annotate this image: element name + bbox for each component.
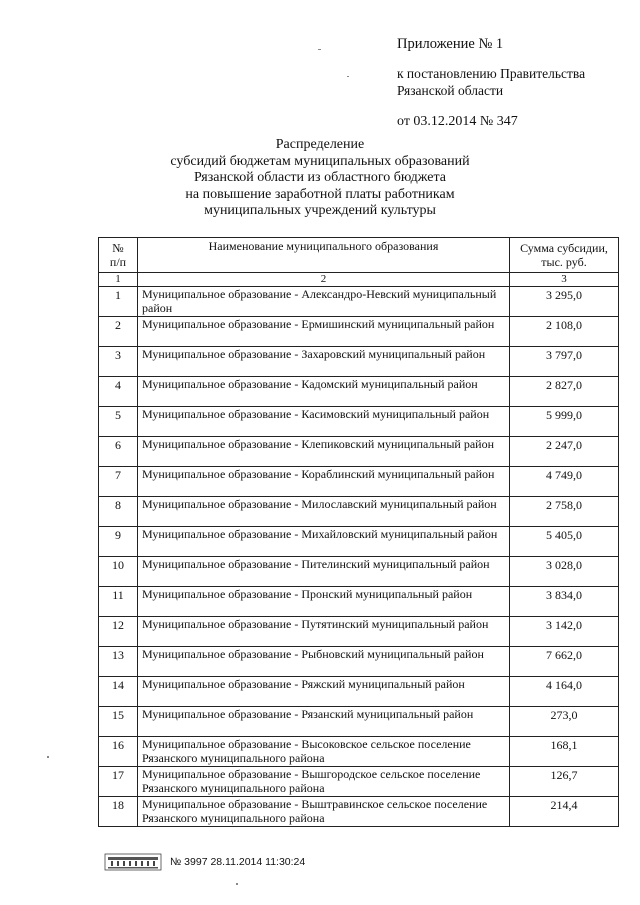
- row-municipality-name: Муниципальное образование - Пителинский муниципальный район: [138, 557, 510, 587]
- table-row: [99, 407, 619, 437]
- table-row: [99, 617, 619, 647]
- appendix-line-2: Рязанской области: [397, 83, 504, 98]
- scan-speck: [318, 49, 321, 50]
- row-subsidy-amount: 126,7: [510, 767, 619, 797]
- scan-speck: [347, 76, 349, 77]
- header-text: тыс. руб.: [541, 255, 587, 269]
- row-municipality-name: Муниципальное образование - Пронский муниципальный район: [138, 587, 510, 617]
- scan-speck: [47, 756, 49, 758]
- row-municipality-name: Муниципальное образование - Кораблинский муниципальный район: [138, 467, 510, 497]
- column-header-name: Наименование муниципального образования: [138, 238, 510, 273]
- table-row: [99, 557, 619, 587]
- table-row: [99, 287, 619, 317]
- table-row: [99, 497, 619, 527]
- government-building-icon: [104, 853, 162, 871]
- header-text: п/п: [109, 255, 127, 269]
- row-number: 1: [99, 287, 138, 317]
- row-subsidy-amount: 273,0: [510, 707, 619, 737]
- row-number: 3: [99, 347, 138, 377]
- row-subsidy-amount: 3 295,0: [510, 287, 619, 317]
- row-municipality-name: Муниципальное образование - Высоковское сельское поселение Рязанского муниципального района: [138, 737, 510, 767]
- row-subsidy-amount: 214,4: [510, 797, 619, 827]
- row-municipality-name: Муниципальное образование - Рязанский муниципальный район: [138, 707, 510, 737]
- appendix-block: [397, 36, 627, 130]
- row-municipality-name: Муниципальное образование - Клепиковский муниципальный район: [138, 437, 510, 467]
- column-index-row: [99, 273, 619, 287]
- column-index: 1: [99, 273, 138, 287]
- row-subsidy-amount: 3 142,0: [510, 617, 619, 647]
- row-number: 17: [99, 767, 138, 797]
- table-row: [99, 347, 619, 377]
- document-heading: [150, 137, 490, 220]
- appendix-title: Приложение № 1: [397, 36, 504, 52]
- row-subsidy-amount: 3 834,0: [510, 587, 619, 617]
- row-municipality-name: Муниципальное образование - Милославский муниципальный район: [138, 497, 510, 527]
- row-subsidy-amount: 5 999,0: [510, 407, 619, 437]
- heading-line: Рязанской области из областного бюджета: [194, 170, 446, 185]
- table-header-row: [99, 238, 619, 273]
- row-number: 11: [99, 587, 138, 617]
- column-header-amount: [510, 238, 619, 273]
- row-subsidy-amount: 2 108,0: [510, 317, 619, 347]
- row-municipality-name: Муниципальное образование - Ряжский муниципальный район: [138, 677, 510, 707]
- column-index: 2: [138, 273, 510, 287]
- row-subsidy-amount: 2 827,0: [510, 377, 619, 407]
- heading-line: на повышение заработной платы работникам: [185, 186, 455, 202]
- appendix-line-1: к постановлению Правительства: [397, 66, 586, 81]
- table-row: [99, 317, 619, 347]
- table-row: [99, 467, 619, 497]
- row-number: 5: [99, 407, 138, 437]
- row-municipality-name: Муниципальное образование - Александро-Невский муниципальный район: [138, 287, 510, 317]
- table-row: [99, 677, 619, 707]
- row-subsidy-amount: 3 797,0: [510, 347, 619, 377]
- row-municipality-name: Муниципальное образование - Кадомский муниципальный район: [138, 377, 510, 407]
- row-municipality-name: Муниципальное образование - Путятинский муниципальный район: [138, 617, 510, 647]
- heading-line: муниципальных учреждений культуры: [204, 203, 436, 218]
- row-number: 14: [99, 677, 138, 707]
- table-row: [99, 377, 619, 407]
- row-municipality-name: Муниципальное образование - Вышгородское сельское поселение Рязанского муниципального района: [138, 767, 510, 797]
- table-row: [99, 647, 619, 677]
- subsidy-table: [98, 237, 619, 827]
- row-number: 10: [99, 557, 138, 587]
- scan-speck: [236, 883, 238, 885]
- row-number: 7: [99, 467, 138, 497]
- column-header-number: [99, 238, 138, 273]
- row-number: 2: [99, 317, 138, 347]
- row-municipality-name: Муниципальное образование - Касимовский муниципальный район: [138, 407, 510, 437]
- row-municipality-name: Муниципальное образование - Михайловский муниципальный район: [138, 527, 510, 557]
- row-number: 9: [99, 527, 138, 557]
- row-municipality-name: Муниципальное образование - Рыбновский муниципальный район: [138, 647, 510, 677]
- row-subsidy-amount: 4 164,0: [510, 677, 619, 707]
- header-text: Сумма субсидии,: [520, 241, 608, 255]
- appendix-date-number: от 03.12.2014 № 347: [397, 114, 518, 129]
- row-number: 12: [99, 617, 138, 647]
- row-subsidy-amount: 7 662,0: [510, 647, 619, 677]
- row-subsidy-amount: 2 758,0: [510, 497, 619, 527]
- row-number: 15: [99, 707, 138, 737]
- table-row: [99, 707, 619, 737]
- row-subsidy-amount: 168,1: [510, 737, 619, 767]
- row-subsidy-amount: 2 247,0: [510, 437, 619, 467]
- table-row: [99, 767, 619, 797]
- row-municipality-name: Муниципальное образование - Ермишинский муниципальный район: [138, 317, 510, 347]
- heading-line: субсидий бюджетам муниципальных образований: [170, 153, 470, 169]
- row-municipality-name: Муниципальное образование - Выштравинское сельское поселение Рязанского муниципального района: [138, 797, 510, 827]
- heading-line: Распределение: [275, 137, 365, 152]
- row-municipality-name: Муниципальное образование - Захаровский муниципальный район: [138, 347, 510, 377]
- table-row: [99, 527, 619, 557]
- row-number: 6: [99, 437, 138, 467]
- column-index: 3: [510, 273, 619, 287]
- table-row: [99, 587, 619, 617]
- row-subsidy-amount: 5 405,0: [510, 527, 619, 557]
- row-subsidy-amount: 4 749,0: [510, 467, 619, 497]
- table-row: [99, 437, 619, 467]
- table-row: [99, 737, 619, 767]
- registration-footer: [104, 853, 305, 871]
- header-text: №: [112, 241, 124, 255]
- row-number: 8: [99, 497, 138, 527]
- row-number: 13: [99, 647, 138, 677]
- row-number: 16: [99, 737, 138, 767]
- registration-stamp: № 3997 28.11.2014 11:30:24: [170, 856, 306, 868]
- row-number: 18: [99, 797, 138, 827]
- row-subsidy-amount: 3 028,0: [510, 557, 619, 587]
- table-row: [99, 797, 619, 827]
- row-number: 4: [99, 377, 138, 407]
